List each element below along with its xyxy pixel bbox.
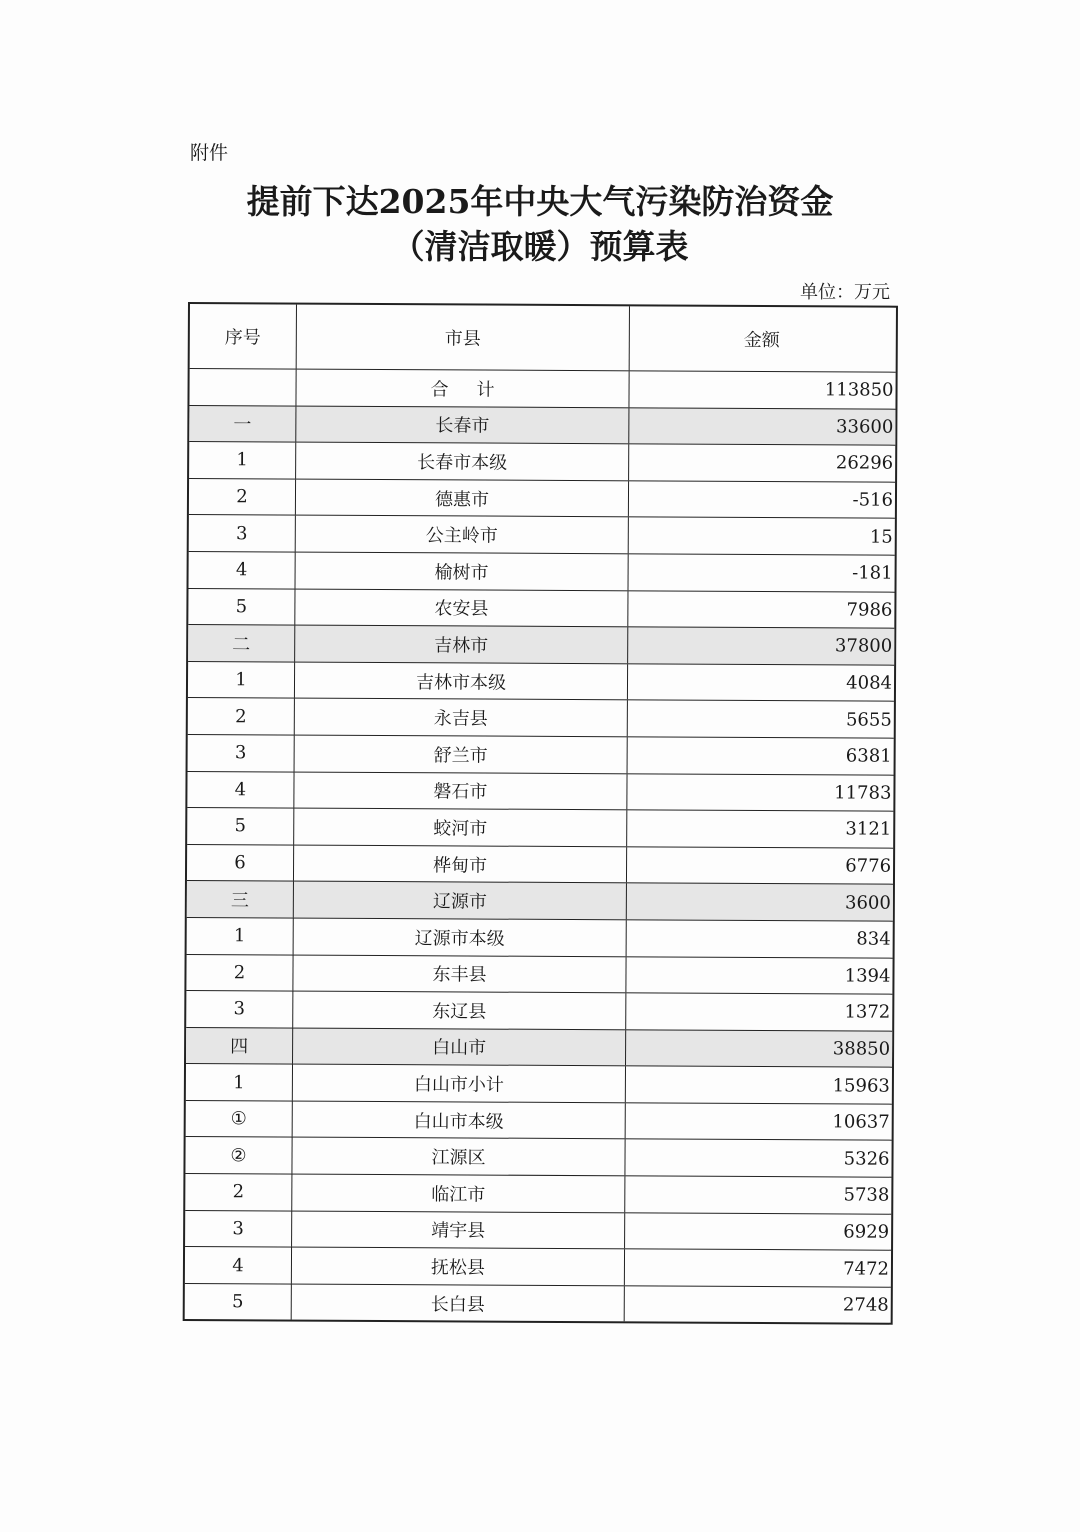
row-no: 4 <box>187 772 294 808</box>
row-amount: 38850 <box>832 1038 891 1060</box>
header-no: 序号 <box>190 304 297 369</box>
table-row <box>185 1210 891 1250</box>
row-no: 1 <box>188 662 295 698</box>
row-no: 5 <box>187 808 294 844</box>
row-no: 3 <box>188 735 295 771</box>
row-region: 抚松县 <box>292 1248 625 1285</box>
row-amount: 6381 <box>845 745 892 767</box>
row-no: 四 <box>186 1028 293 1064</box>
table-row <box>188 697 894 737</box>
row-no: 1 <box>187 918 294 954</box>
row-amount: 6929 <box>843 1221 890 1243</box>
row-amount: 1394 <box>844 965 891 987</box>
row-amount: 3600 <box>844 892 891 914</box>
row-no: 4 <box>185 1247 292 1283</box>
row-amount: 2748 <box>842 1294 889 1316</box>
table-row <box>187 807 893 847</box>
table-row <box>188 661 894 701</box>
row-amount: 37800 <box>834 635 893 658</box>
row-no: 5 <box>188 589 295 625</box>
row-no: 5 <box>185 1284 292 1320</box>
total-amount: 113850 <box>824 379 894 401</box>
row-region: 白山市本级 <box>293 1101 626 1138</box>
row-amount: 5655 <box>845 709 892 731</box>
row-no: 2 <box>185 1174 292 1210</box>
row-no: 2 <box>186 955 293 991</box>
row-region: 德惠市 <box>296 479 629 516</box>
row-amount: 5738 <box>843 1184 890 1207</box>
row-region: 公主岭市 <box>296 516 629 553</box>
row-no: 二 <box>188 625 295 661</box>
row-region: 永吉县 <box>295 699 628 736</box>
row-region: 吉林市 <box>295 626 628 663</box>
row-amount: 15 <box>869 526 893 548</box>
row-amount: 4084 <box>846 672 893 694</box>
row-region: 长春市 <box>296 406 629 443</box>
row-amount: 7472 <box>843 1257 890 1280</box>
row-region: 桦甸市 <box>294 845 627 882</box>
row-no: 1 <box>186 1064 293 1100</box>
table-row <box>185 1283 891 1323</box>
row-no: 一 <box>189 406 296 442</box>
table-row <box>185 1173 891 1213</box>
row-region: 榆树市 <box>296 553 629 590</box>
total-row <box>189 368 895 408</box>
row-amount: 834 <box>856 928 891 950</box>
row-amount: 10637 <box>832 1111 890 1133</box>
table-row <box>185 1136 891 1176</box>
table-group-row <box>187 880 893 920</box>
page-title-line-2: （清洁取暖）预算表 <box>391 227 689 266</box>
row-amount: -516 <box>852 489 894 511</box>
table-row <box>186 990 892 1030</box>
row-amount: 1372 <box>844 1001 891 1024</box>
unit-label: 单位：万元 <box>800 282 890 303</box>
table-row <box>189 551 895 591</box>
row-amount: 3121 <box>845 818 892 841</box>
row-no: 1 <box>189 442 296 478</box>
attachment-label: 附件 <box>190 142 229 164</box>
table-row <box>189 441 895 481</box>
row-no: 3 <box>186 991 293 1027</box>
table-row <box>186 954 892 994</box>
total-label-text: 合计 <box>430 379 523 401</box>
row-amount: 7986 <box>846 599 893 621</box>
table-row <box>185 1246 891 1286</box>
row-region: 农安县 <box>295 589 628 626</box>
table-row <box>187 844 893 884</box>
table-body <box>185 405 896 1324</box>
row-amount: 15963 <box>832 1074 890 1097</box>
row-no: ② <box>185 1137 292 1173</box>
row-amount: 6776 <box>845 855 892 877</box>
row-amount: 5326 <box>843 1148 890 1170</box>
row-region: 辽源市 <box>294 882 627 919</box>
row-no: 3 <box>185 1211 292 1247</box>
row-region: 江源区 <box>292 1138 625 1175</box>
table-header-row <box>190 304 896 372</box>
row-amount: 11783 <box>834 782 892 804</box>
row-region: 辽源市本级 <box>294 918 627 955</box>
row-amount: 33600 <box>836 416 894 438</box>
total-no <box>189 369 296 405</box>
row-no: 6 <box>187 845 294 881</box>
row-amount: 26296 <box>835 452 894 475</box>
row-region: 吉林市本级 <box>295 662 628 699</box>
row-no: 三 <box>187 881 294 917</box>
table-row <box>188 588 894 628</box>
table-row <box>187 771 893 811</box>
row-region: 长白县 <box>292 1284 625 1321</box>
row-region: 东辽县 <box>293 992 626 1029</box>
row-region: 舒兰市 <box>295 736 628 773</box>
row-no: ① <box>186 1101 293 1137</box>
row-no: 2 <box>189 479 296 515</box>
table-row <box>189 514 895 554</box>
table-group-row <box>186 1027 892 1067</box>
row-region: 靖宇县 <box>292 1211 625 1248</box>
header-region: 市县 <box>297 305 630 371</box>
table-group-row <box>188 624 894 664</box>
row-region: 磐石市 <box>294 772 627 809</box>
row-amount: -181 <box>852 562 893 584</box>
row-region: 白山市 <box>293 1028 626 1065</box>
page-title-line-1: 提前下达2025年中央大气污染防治资金 <box>246 182 834 221</box>
row-region: 临江市 <box>292 1175 625 1212</box>
row-region: 蛟河市 <box>294 809 627 846</box>
header-amount: 金额 <box>743 329 780 352</box>
row-region: 长春市本级 <box>296 443 629 480</box>
table-group-row <box>189 405 895 445</box>
table-row <box>188 734 894 774</box>
table-row <box>187 917 893 957</box>
row-region: 白山市小计 <box>293 1065 626 1102</box>
row-no: 3 <box>189 515 296 551</box>
table-row <box>186 1063 892 1103</box>
row-no: 2 <box>188 698 295 734</box>
table-row <box>186 1100 892 1140</box>
row-no: 4 <box>189 552 296 588</box>
table-row <box>189 478 895 518</box>
total-label <box>296 370 629 407</box>
budget-table <box>183 302 898 1325</box>
row-region: 东丰县 <box>293 955 626 992</box>
